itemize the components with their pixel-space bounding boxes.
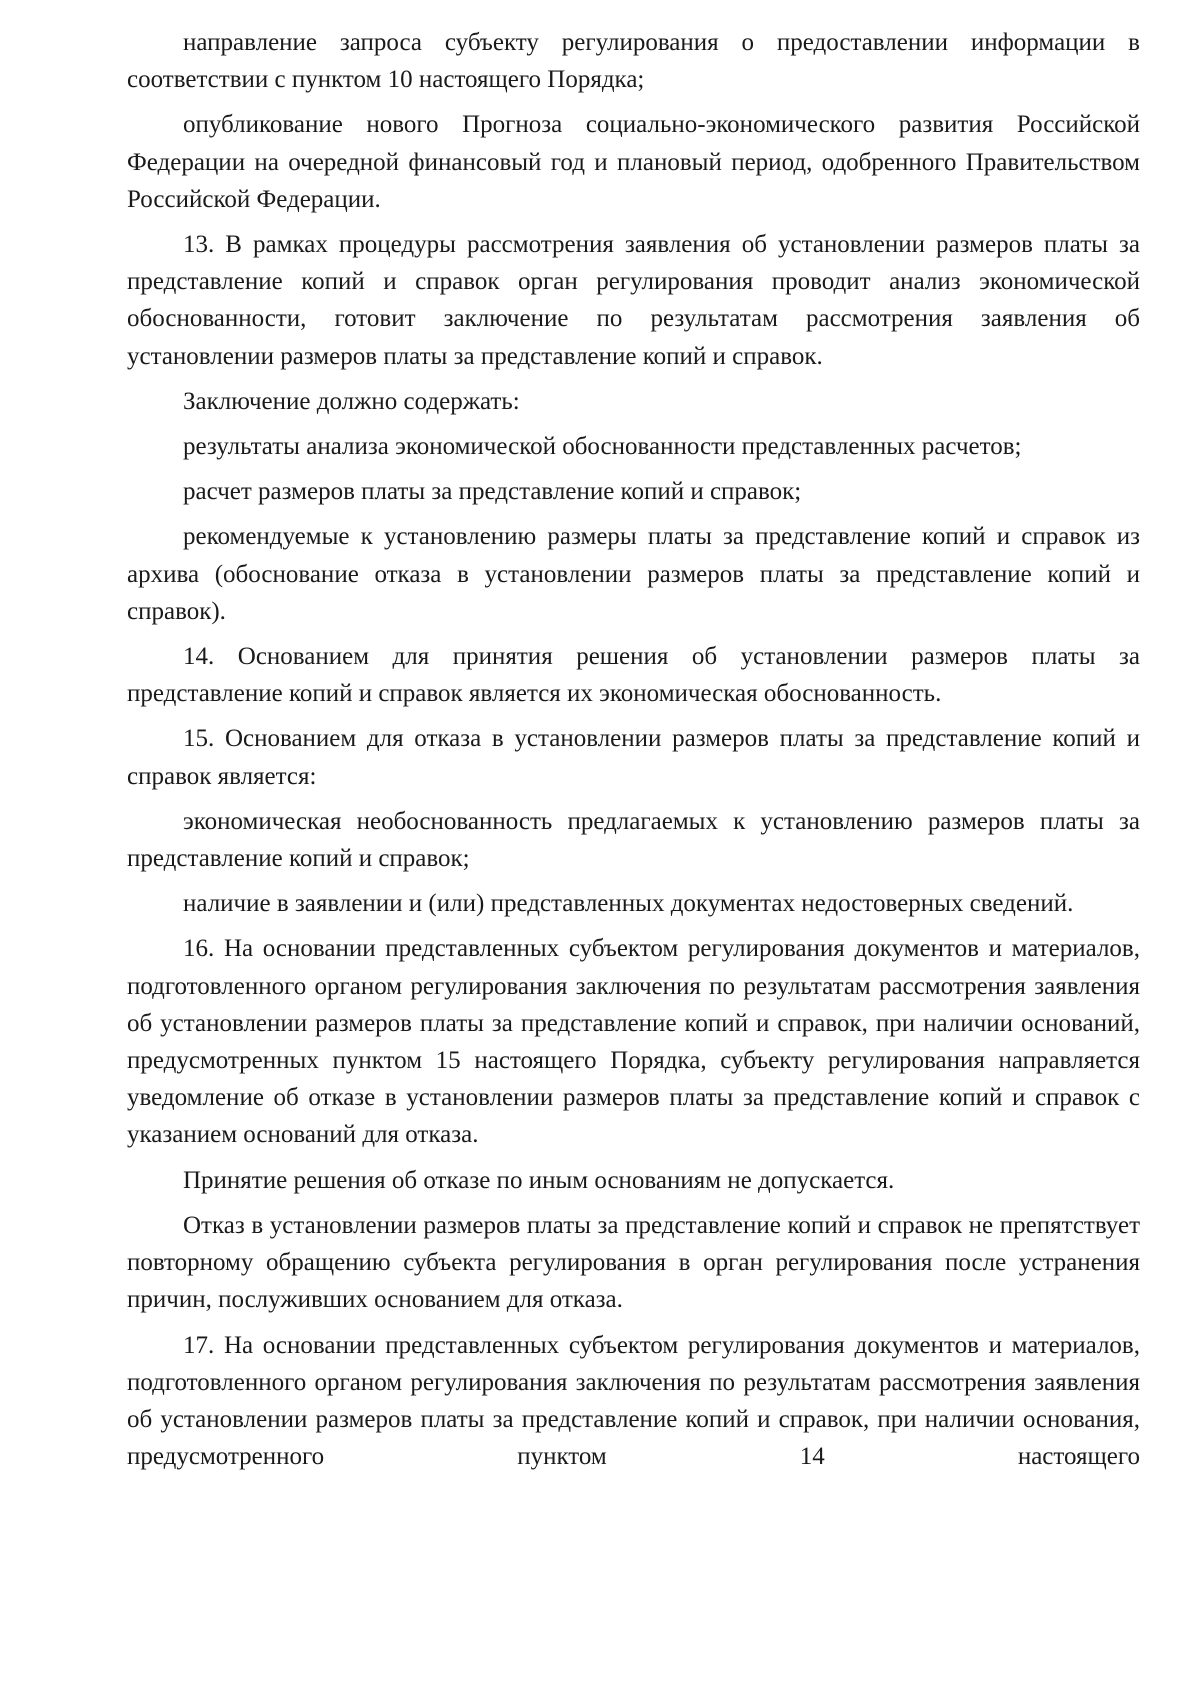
- paragraph-item-15: 15. Основанием для отказа в установлении размеров платы за представление копий и справок является:: [127, 725, 1140, 790]
- paragraph-false-info: наличие в заявлении и (или) представленных документах недостоверных сведений.: [183, 890, 1074, 918]
- paragraph-no-other-grounds: Принятие решения об отказе по иным основаниям не допускается.: [183, 1166, 895, 1194]
- paragraph-forecast-publication: опубликование нового Прогноза социально-экономического развития Российской Федерации на очередной финансовый год и плановый период, одобренного Правительством Российской Федерации.: [127, 111, 1140, 213]
- paragraph-item-13: 13. В рамках процедуры рассмотрения заявления об установлении размеров платы за представление копий и справок орган регулирования проводит анализ экономической обоснованности, готовит заключение по результатам рассмотрения заявления об установлении размеров платы за представление копий и справок.: [127, 231, 1140, 370]
- paragraph-fee-calculation: расчет размеров платы за представление копий и справок;: [183, 478, 802, 506]
- paragraph-conclusion-contents: Заключение должно содержать:: [183, 387, 520, 415]
- paragraph-request-info: направление запроса субъекту регулирования о предоставлении информации в соответствии с пунктом 10 настоящего Порядка;: [127, 29, 1140, 94]
- paragraph-refusal-not-obstacle: Отказ в установлении размеров платы за представление копий и справок не препятствует повторному обращению субъекта регулирования в орган регулирования после устранения причин, послуживших основанием для отказа.: [127, 1211, 1140, 1314]
- paragraph-item-16: 16. На основании представленных субъектом регулирования документов и материалов, подготовленного органом регулирования заключения по результатам рассмотрения заявления об установлении размеров платы за представление копий и справок, при наличии оснований, предусмотренных пунктом 15 настоящего Порядка, субъекту регулирования направляется уведомление об отказе в установлении размеров платы за представление копий и справок с указанием оснований для отказа.: [127, 935, 1140, 1149]
- paragraph-analysis-results: результаты анализа экономической обоснованности представленных расчетов;: [183, 433, 1022, 461]
- paragraph-economic-unjustified: экономическая необоснованность предлагаемых к установлению размеров платы за представление копий и справок;: [127, 807, 1140, 873]
- paragraph-recommended-fees: рекомендуемые к установлению размеры платы за представление копий и справок из архива (обоснование отказа в установлении размеров платы за представление копий и справок).: [127, 523, 1140, 625]
- paragraph-item-14: 14. Основанием для принятия решения об установлении размеров платы за представление копий и справок является их экономическая обоснованность.: [127, 643, 1140, 708]
- paragraph-item-17: 17. На основании представленных субъектом регулирования документов и материалов, подготовленного органом регулирования заключения по результатам рассмотрения заявления об установлении размеров платы за представление копий и справок, при наличии основания, предусмотренного пунктом 14 настоящего: [127, 1331, 1140, 1471]
